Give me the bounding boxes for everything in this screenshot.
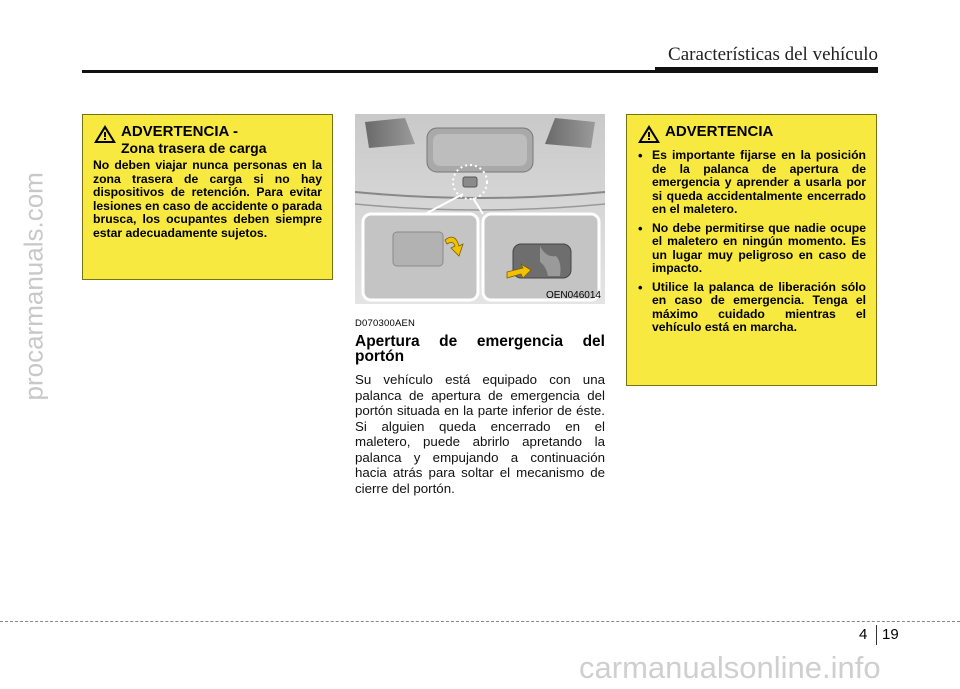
section-code: D070300AEN bbox=[355, 318, 416, 329]
list-item: • Es importante fijarse en la posición de la palanca de apertura de emergencia y aprender a usarla por si queda accidentalmente encerrado en el maletero. bbox=[637, 149, 866, 217]
footer-rule bbox=[0, 621, 960, 622]
warning-list bbox=[637, 149, 866, 335]
warning-subtitle: Zona trasera de carga bbox=[121, 140, 267, 156]
warning-triangle-icon bbox=[93, 124, 117, 144]
page-separator bbox=[876, 625, 877, 645]
page-number: 19 bbox=[882, 626, 899, 643]
warning-text: No deben viajar nunca personas en la zona trasera de carga si no hay dispositivos de retención. Para evitar lesiones en caso de accidente o parada brusca, los ocupantes deben siempre estar adecuadamente sujetos. bbox=[93, 158, 322, 240]
warning-header bbox=[637, 123, 866, 144]
warning-title: ADVERTENCIA bbox=[665, 123, 774, 140]
emergency-release-section bbox=[355, 318, 605, 496]
bottom-watermark: carmanualsonline.info bbox=[579, 650, 881, 685]
warning-box-release bbox=[626, 114, 877, 386]
list-item: • No debe permitirse que nadie ocupe el maletero en ningún momento. Es un lugar muy peligroso en caso de impacto. bbox=[637, 222, 866, 276]
chapter-number: 4 bbox=[859, 626, 868, 643]
warning-triangle-icon bbox=[637, 124, 661, 144]
warning-header bbox=[93, 123, 322, 156]
warning-box-cargo bbox=[82, 114, 333, 280]
figure-code: OEN046014 bbox=[545, 290, 601, 301]
section-body: Su vehículo está equipado con una palanca de apertura de emergencia del portón situada en la parte inferior de éste. Si alguien queda encerrado en el maletero, puede abrirlo apretando la palanca y empujando a continuación hacia atrás para soltar el mecanismo de cierre del portón. bbox=[355, 372, 605, 496]
header-rule-accent bbox=[655, 67, 878, 72]
header-title: Características del vehículo bbox=[668, 44, 878, 65]
side-watermark: procarmanuals.com bbox=[18, 172, 49, 401]
section-title: Apertura de emergencia del portón bbox=[355, 333, 605, 365]
warning-title: ADVERTENCIA - bbox=[121, 123, 238, 140]
list-item: • Utilice la palanca de liberación sólo en caso de emergencia. Tenga el máximo cuidado mientras el vehículo está en marcha. bbox=[637, 281, 866, 335]
tailgate-figure bbox=[355, 114, 605, 304]
tailgate-illustration bbox=[355, 114, 605, 304]
